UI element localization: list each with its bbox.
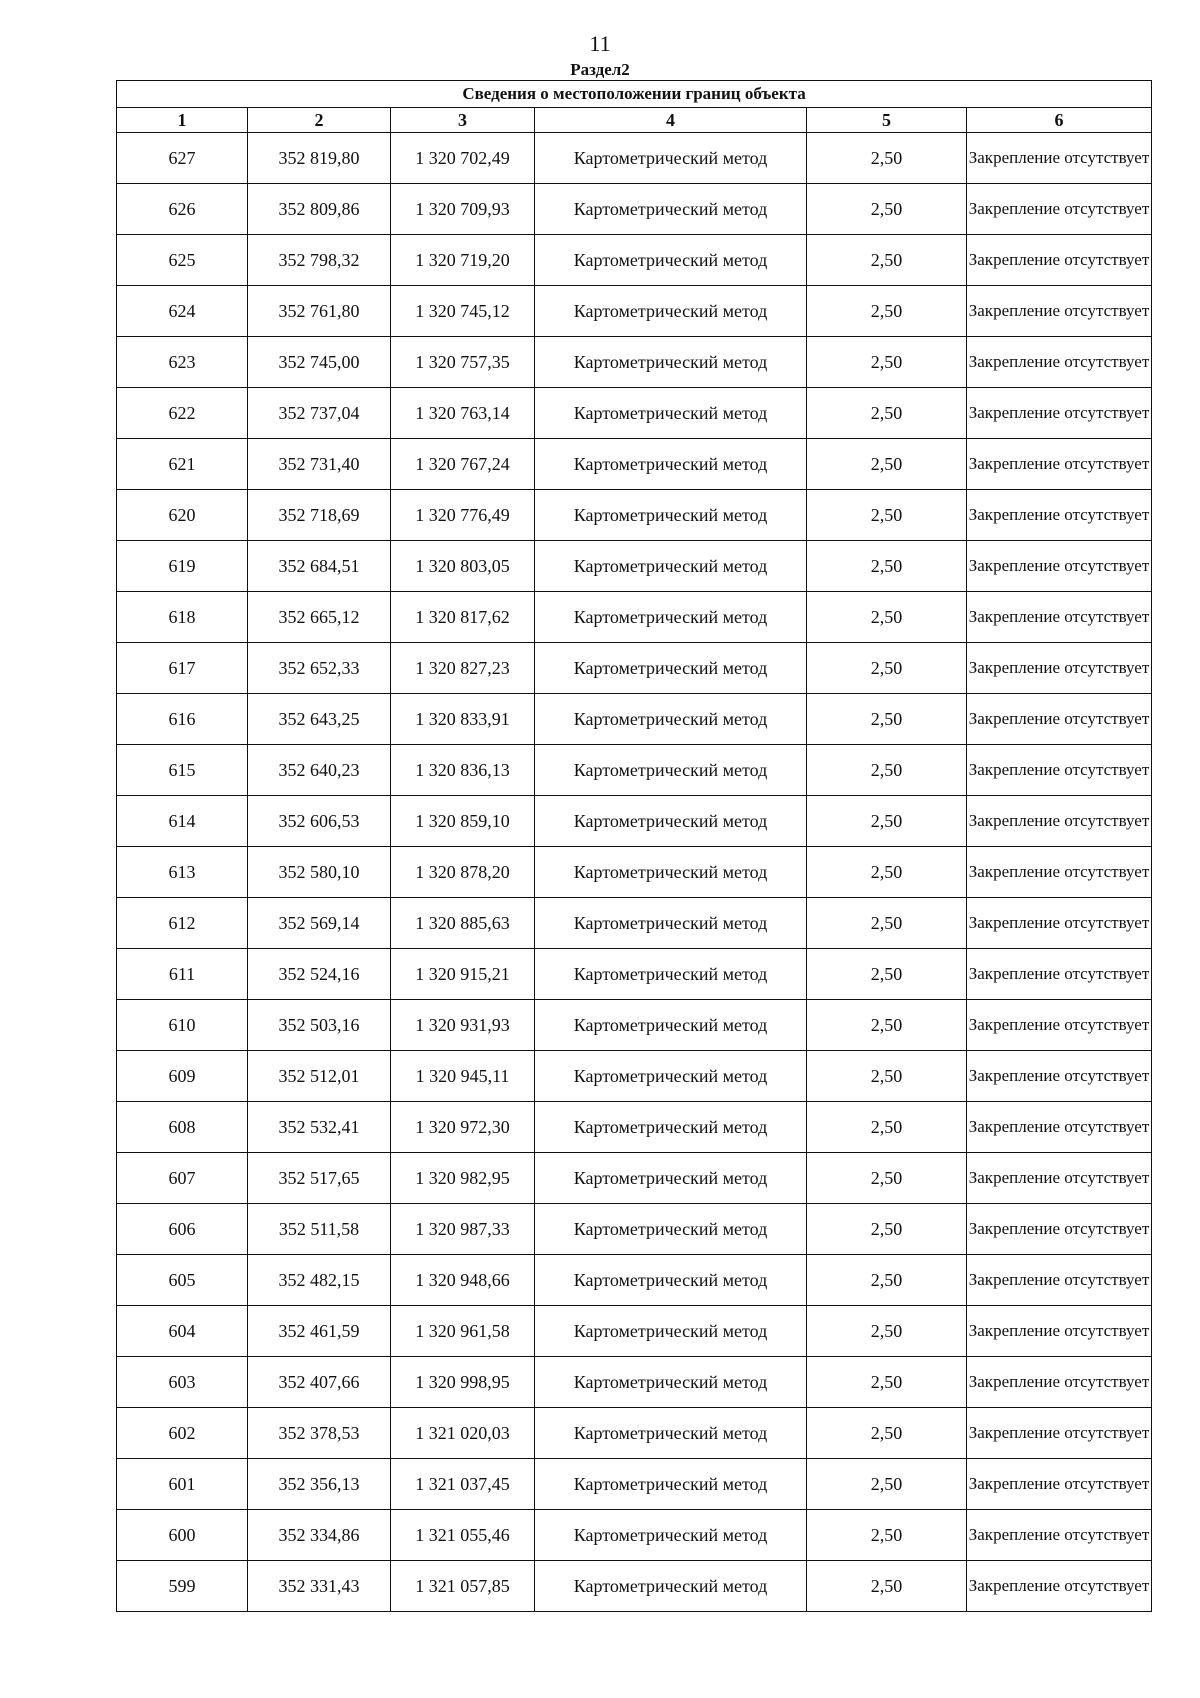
table-row <box>117 1357 1152 1408</box>
method-cell: Картометрический метод <box>535 898 807 949</box>
x-coordinate-cell: 352 580,10 <box>248 847 391 898</box>
x-coordinate-cell: 352 643,25 <box>248 694 391 745</box>
table-row <box>117 643 1152 694</box>
point-number-cell: 609 <box>117 1051 248 1102</box>
x-coordinate-cell: 352 665,12 <box>248 592 391 643</box>
x-coordinate-cell: 352 684,51 <box>248 541 391 592</box>
y-coordinate-cell: 1 320 767,24 <box>391 439 535 490</box>
x-coordinate-cell: 352 524,16 <box>248 949 391 1000</box>
fixation-cell: Закрепление отсутствует <box>967 388 1152 439</box>
accuracy-cell: 2,50 <box>807 796 967 847</box>
point-number-cell: 615 <box>117 745 248 796</box>
point-number-cell: 602 <box>117 1408 248 1459</box>
method-cell: Картометрический метод <box>535 337 807 388</box>
table-header-row <box>117 108 1152 133</box>
table-row <box>117 439 1152 490</box>
fixation-cell: Закрепление отсутствует <box>967 490 1152 541</box>
x-coordinate-cell: 352 569,14 <box>248 898 391 949</box>
fixation-cell: Закрепление отсутствует <box>967 133 1152 184</box>
point-number-cell: 618 <box>117 592 248 643</box>
x-coordinate-cell: 352 503,16 <box>248 1000 391 1051</box>
y-coordinate-cell: 1 320 948,66 <box>391 1255 535 1306</box>
column-header-1: 1 <box>117 108 248 133</box>
fixation-cell: Закрепление отсутствует <box>967 1255 1152 1306</box>
table-row <box>117 184 1152 235</box>
accuracy-cell: 2,50 <box>807 1510 967 1561</box>
accuracy-cell: 2,50 <box>807 388 967 439</box>
accuracy-cell: 2,50 <box>807 1204 967 1255</box>
method-cell: Картометрический метод <box>535 592 807 643</box>
accuracy-cell: 2,50 <box>807 1561 967 1612</box>
table-row <box>117 1255 1152 1306</box>
column-header-5: 5 <box>807 108 967 133</box>
section-title: Раздел2 <box>570 60 630 79</box>
fixation-cell: Закрепление отсутствует <box>967 1000 1152 1051</box>
fixation-cell: Закрепление отсутствует <box>967 1459 1152 1510</box>
method-cell: Картометрический метод <box>535 694 807 745</box>
y-coordinate-cell: 1 320 776,49 <box>391 490 535 541</box>
table-row <box>117 847 1152 898</box>
x-coordinate-cell: 352 606,53 <box>248 796 391 847</box>
accuracy-cell: 2,50 <box>807 1459 967 1510</box>
fixation-cell: Закрепление отсутствует <box>967 1561 1152 1612</box>
table-row <box>117 1561 1152 1612</box>
page-number: 11 <box>589 31 611 56</box>
method-cell: Картометрический метод <box>535 1408 807 1459</box>
accuracy-cell: 2,50 <box>807 133 967 184</box>
x-coordinate-cell: 352 482,15 <box>248 1255 391 1306</box>
table-row <box>117 388 1152 439</box>
y-coordinate-cell: 1 320 998,95 <box>391 1357 535 1408</box>
point-number-cell: 600 <box>117 1510 248 1561</box>
point-number-cell: 599 <box>117 1561 248 1612</box>
table-row <box>117 1459 1152 1510</box>
table-row <box>117 1102 1152 1153</box>
table-row <box>117 1510 1152 1561</box>
x-coordinate-cell: 352 652,33 <box>248 643 391 694</box>
accuracy-cell: 2,50 <box>807 1306 967 1357</box>
method-cell: Картометрический метод <box>535 133 807 184</box>
fixation-cell: Закрепление отсутствует <box>967 592 1152 643</box>
fixation-cell: Закрепление отсутствует <box>967 1153 1152 1204</box>
x-coordinate-cell: 352 761,80 <box>248 286 391 337</box>
y-coordinate-cell: 1 320 833,91 <box>391 694 535 745</box>
accuracy-cell: 2,50 <box>807 184 967 235</box>
y-coordinate-cell: 1 321 037,45 <box>391 1459 535 1510</box>
y-coordinate-cell: 1 320 878,20 <box>391 847 535 898</box>
accuracy-cell: 2,50 <box>807 490 967 541</box>
point-number-cell: 608 <box>117 1102 248 1153</box>
accuracy-cell: 2,50 <box>807 745 967 796</box>
y-coordinate-cell: 1 320 859,10 <box>391 796 535 847</box>
x-coordinate-cell: 352 532,41 <box>248 1102 391 1153</box>
method-cell: Картометрический метод <box>535 184 807 235</box>
table-row <box>117 898 1152 949</box>
method-cell: Картометрический метод <box>535 1153 807 1204</box>
method-cell: Картометрический метод <box>535 796 807 847</box>
point-number-cell: 614 <box>117 796 248 847</box>
y-coordinate-cell: 1 320 972,30 <box>391 1102 535 1153</box>
table-caption-row <box>117 81 1152 108</box>
x-coordinate-cell: 352 640,23 <box>248 745 391 796</box>
fixation-cell: Закрепление отсутствует <box>967 949 1152 1000</box>
y-coordinate-cell: 1 320 945,11 <box>391 1051 535 1102</box>
x-coordinate-cell: 352 356,13 <box>248 1459 391 1510</box>
accuracy-cell: 2,50 <box>807 592 967 643</box>
table-row <box>117 1204 1152 1255</box>
column-header-6: 6 <box>967 108 1152 133</box>
fixation-cell: Закрепление отсутствует <box>967 1204 1152 1255</box>
fixation-cell: Закрепление отсутствует <box>967 235 1152 286</box>
point-number-cell: 613 <box>117 847 248 898</box>
x-coordinate-cell: 352 334,86 <box>248 1510 391 1561</box>
point-number-cell: 611 <box>117 949 248 1000</box>
fixation-cell: Закрепление отсутствует <box>967 745 1152 796</box>
accuracy-cell: 2,50 <box>807 847 967 898</box>
y-coordinate-cell: 1 320 987,33 <box>391 1204 535 1255</box>
table-row <box>117 694 1152 745</box>
accuracy-cell: 2,50 <box>807 1051 967 1102</box>
fixation-cell: Закрепление отсутствует <box>967 1051 1152 1102</box>
point-number-cell: 617 <box>117 643 248 694</box>
y-coordinate-cell: 1 320 931,93 <box>391 1000 535 1051</box>
point-number-cell: 616 <box>117 694 248 745</box>
table-row <box>117 1153 1152 1204</box>
method-cell: Картометрический метод <box>535 1051 807 1102</box>
point-number-cell: 607 <box>117 1153 248 1204</box>
point-number-cell: 626 <box>117 184 248 235</box>
x-coordinate-cell: 352 517,65 <box>248 1153 391 1204</box>
y-coordinate-cell: 1 320 885,63 <box>391 898 535 949</box>
y-coordinate-cell: 1 321 057,85 <box>391 1561 535 1612</box>
fixation-cell: Закрепление отсутствует <box>967 1357 1152 1408</box>
accuracy-cell: 2,50 <box>807 337 967 388</box>
fixation-cell: Закрепление отсутствует <box>967 337 1152 388</box>
method-cell: Картометрический метод <box>535 388 807 439</box>
x-coordinate-cell: 352 407,66 <box>248 1357 391 1408</box>
method-cell: Картометрический метод <box>535 439 807 490</box>
y-coordinate-cell: 1 320 757,35 <box>391 337 535 388</box>
accuracy-cell: 2,50 <box>807 541 967 592</box>
accuracy-cell: 2,50 <box>807 949 967 1000</box>
fixation-cell: Закрепление отсутствует <box>967 541 1152 592</box>
table-row <box>117 949 1152 1000</box>
x-coordinate-cell: 352 461,59 <box>248 1306 391 1357</box>
fixation-cell: Закрепление отсутствует <box>967 286 1152 337</box>
point-number-cell: 604 <box>117 1306 248 1357</box>
method-cell: Картометрический метод <box>535 1102 807 1153</box>
method-cell: Картометрический метод <box>535 1561 807 1612</box>
method-cell: Картометрический метод <box>535 745 807 796</box>
x-coordinate-cell: 352 512,01 <box>248 1051 391 1102</box>
y-coordinate-cell: 1 320 982,95 <box>391 1153 535 1204</box>
x-coordinate-cell: 352 819,80 <box>248 133 391 184</box>
x-coordinate-cell: 352 718,69 <box>248 490 391 541</box>
y-coordinate-cell: 1 320 827,23 <box>391 643 535 694</box>
y-coordinate-cell: 1 320 817,62 <box>391 592 535 643</box>
x-coordinate-cell: 352 378,53 <box>248 1408 391 1459</box>
accuracy-cell: 2,50 <box>807 694 967 745</box>
fixation-cell: Закрепление отсутствует <box>967 439 1152 490</box>
point-number-cell: 605 <box>117 1255 248 1306</box>
fixation-cell: Закрепление отсутствует <box>967 796 1152 847</box>
accuracy-cell: 2,50 <box>807 1153 967 1204</box>
table-row <box>117 592 1152 643</box>
accuracy-cell: 2,50 <box>807 286 967 337</box>
table-caption: Сведения о местоположении границ объекта <box>117 81 1152 108</box>
fixation-cell: Закрепление отсутствует <box>967 1510 1152 1561</box>
point-number-cell: 621 <box>117 439 248 490</box>
accuracy-cell: 2,50 <box>807 1408 967 1459</box>
x-coordinate-cell: 352 331,43 <box>248 1561 391 1612</box>
table-row <box>117 1051 1152 1102</box>
y-coordinate-cell: 1 321 020,03 <box>391 1408 535 1459</box>
point-number-cell: 623 <box>117 337 248 388</box>
method-cell: Картометрический метод <box>535 1204 807 1255</box>
fixation-cell: Закрепление отсутствует <box>967 898 1152 949</box>
point-number-cell: 601 <box>117 1459 248 1510</box>
fixation-cell: Закрепление отсутствует <box>967 694 1152 745</box>
accuracy-cell: 2,50 <box>807 1357 967 1408</box>
y-coordinate-cell: 1 321 055,46 <box>391 1510 535 1561</box>
y-coordinate-cell: 1 320 915,21 <box>391 949 535 1000</box>
point-number-cell: 612 <box>117 898 248 949</box>
table-row <box>117 1306 1152 1357</box>
y-coordinate-cell: 1 320 719,20 <box>391 235 535 286</box>
method-cell: Картометрический метод <box>535 949 807 1000</box>
table-body <box>117 133 1152 1612</box>
x-coordinate-cell: 352 809,86 <box>248 184 391 235</box>
accuracy-cell: 2,50 <box>807 898 967 949</box>
y-coordinate-cell: 1 320 745,12 <box>391 286 535 337</box>
x-coordinate-cell: 352 798,32 <box>248 235 391 286</box>
y-coordinate-cell: 1 320 836,13 <box>391 745 535 796</box>
x-coordinate-cell: 352 731,40 <box>248 439 391 490</box>
method-cell: Картометрический метод <box>535 286 807 337</box>
table-row <box>117 1408 1152 1459</box>
method-cell: Картометрический метод <box>535 490 807 541</box>
x-coordinate-cell: 352 511,58 <box>248 1204 391 1255</box>
accuracy-cell: 2,50 <box>807 643 967 694</box>
column-header-3: 3 <box>391 108 535 133</box>
table-row <box>117 1000 1152 1051</box>
point-number-cell: 625 <box>117 235 248 286</box>
table-row <box>117 745 1152 796</box>
y-coordinate-cell: 1 320 763,14 <box>391 388 535 439</box>
method-cell: Картометрический метод <box>535 847 807 898</box>
table-row <box>117 133 1152 184</box>
method-cell: Картометрический метод <box>535 1306 807 1357</box>
method-cell: Картометрический метод <box>535 541 807 592</box>
table-row <box>117 235 1152 286</box>
point-number-cell: 603 <box>117 1357 248 1408</box>
point-number-cell: 620 <box>117 490 248 541</box>
point-number-cell: 619 <box>117 541 248 592</box>
y-coordinate-cell: 1 320 961,58 <box>391 1306 535 1357</box>
table-row <box>117 541 1152 592</box>
fixation-cell: Закрепление отсутствует <box>967 184 1152 235</box>
fixation-cell: Закрепление отсутствует <box>967 643 1152 694</box>
accuracy-cell: 2,50 <box>807 439 967 490</box>
fixation-cell: Закрепление отсутствует <box>967 1306 1152 1357</box>
method-cell: Картометрический метод <box>535 1459 807 1510</box>
accuracy-cell: 2,50 <box>807 1255 967 1306</box>
method-cell: Картометрический метод <box>535 1255 807 1306</box>
method-cell: Картометрический метод <box>535 1357 807 1408</box>
x-coordinate-cell: 352 737,04 <box>248 388 391 439</box>
table-row <box>117 337 1152 388</box>
method-cell: Картометрический метод <box>535 643 807 694</box>
x-coordinate-cell: 352 745,00 <box>248 337 391 388</box>
method-cell: Картометрический метод <box>535 1000 807 1051</box>
point-number-cell: 627 <box>117 133 248 184</box>
table-row <box>117 796 1152 847</box>
point-number-cell: 624 <box>117 286 248 337</box>
boundary-coordinates-table <box>116 80 1152 1612</box>
fixation-cell: Закрепление отсутствует <box>967 1408 1152 1459</box>
accuracy-cell: 2,50 <box>807 1000 967 1051</box>
column-header-4: 4 <box>535 108 807 133</box>
y-coordinate-cell: 1 320 702,49 <box>391 133 535 184</box>
column-header-2: 2 <box>248 108 391 133</box>
y-coordinate-cell: 1 320 803,05 <box>391 541 535 592</box>
accuracy-cell: 2,50 <box>807 1102 967 1153</box>
y-coordinate-cell: 1 320 709,93 <box>391 184 535 235</box>
fixation-cell: Закрепление отсутствует <box>967 1102 1152 1153</box>
fixation-cell: Закрепление отсутствует <box>967 847 1152 898</box>
point-number-cell: 610 <box>117 1000 248 1051</box>
method-cell: Картометрический метод <box>535 1510 807 1561</box>
point-number-cell: 622 <box>117 388 248 439</box>
table-row <box>117 286 1152 337</box>
point-number-cell: 606 <box>117 1204 248 1255</box>
accuracy-cell: 2,50 <box>807 235 967 286</box>
method-cell: Картометрический метод <box>535 235 807 286</box>
table-row <box>117 490 1152 541</box>
